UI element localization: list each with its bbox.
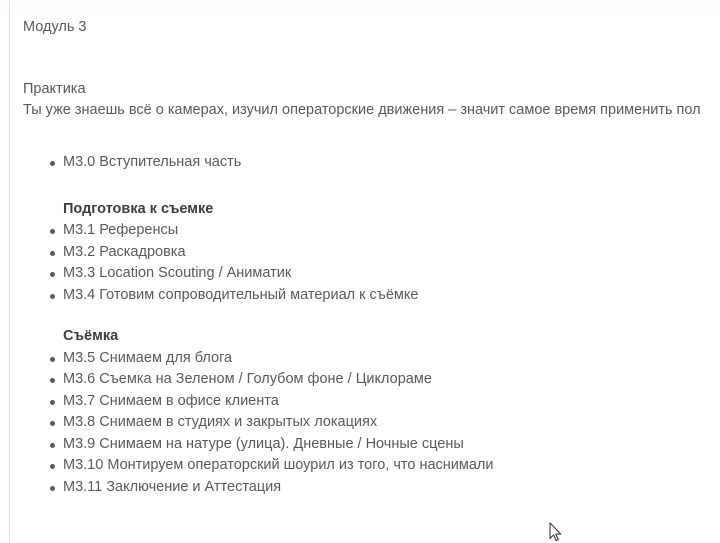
- spacer: [23, 174, 713, 199]
- document-content: [10, 0, 720, 543]
- list-item[interactable]: М3.6 Съемка на Зеленом / Голубом фоне / Циклораме: [23, 369, 713, 391]
- lesson-list-intro: [23, 152, 713, 174]
- list-item[interactable]: М3.10 Монтируем операторский шоурил из того, что наснимали: [23, 455, 713, 477]
- curriculum-list: [23, 152, 713, 498]
- list-item[interactable]: М3.1 Референсы: [23, 220, 713, 242]
- list-item[interactable]: М3.11 Заключение и Аттестация: [23, 477, 713, 499]
- list-item[interactable]: М3.0 Вступительная часть: [23, 152, 713, 174]
- page-title: Модуль 3: [23, 19, 87, 35]
- list-item[interactable]: М3.3 Location Scouting / Аниматик: [23, 263, 713, 285]
- lesson-list-preproduction: [23, 220, 713, 306]
- list-item[interactable]: М3.4 Готовим сопроводительный материал к съёмке: [23, 285, 713, 307]
- spacer: [23, 306, 713, 326]
- intro-paragraph-block: [23, 79, 720, 121]
- list-item[interactable]: М3.2 Раскадровка: [23, 242, 713, 264]
- intro-label: Практика: [23, 81, 86, 97]
- lesson-list-shooting: [23, 348, 713, 499]
- intro-text: Ты уже знаешь всё о камерах, изучил операторские движения – значит самое время применить пол: [23, 102, 701, 118]
- section-heading-shooting: Съёмка: [63, 328, 119, 344]
- list-item[interactable]: М3.9 Снимаем на натуре (улица). Дневные / Ночные сцены: [23, 434, 713, 456]
- list-item[interactable]: М3.8 Снимаем в студиях и закрытых локациях: [23, 412, 713, 434]
- section-heading-preproduction: Подготовка к съемке: [63, 200, 214, 217]
- list-item[interactable]: М3.7 Снимаем в офисе клиента: [23, 391, 713, 413]
- list-item[interactable]: М3.5 Снимаем для блога: [23, 348, 713, 370]
